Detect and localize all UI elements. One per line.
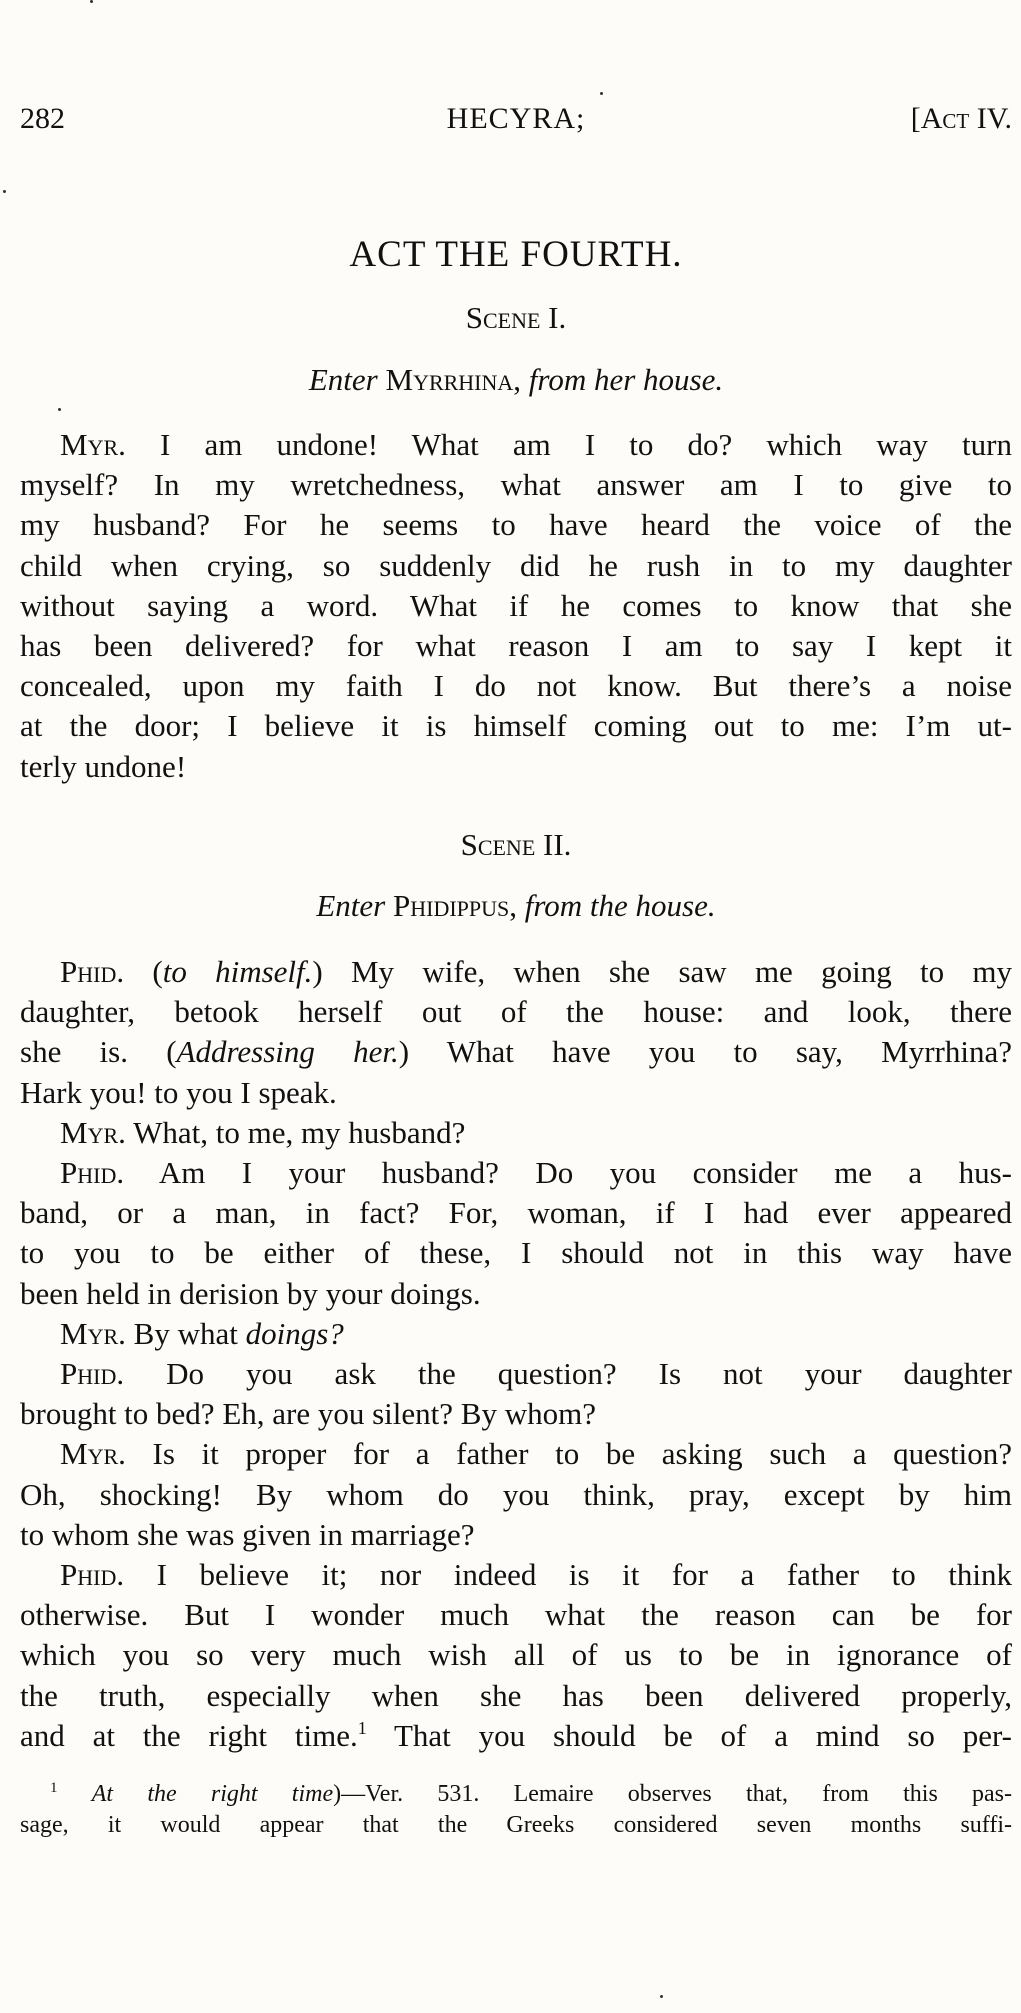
speaker-label: Phid. xyxy=(60,1356,125,1392)
speech-line: Myr. What, to me, my husband? xyxy=(60,1114,466,1150)
scene-2-stage-direction xyxy=(20,888,1012,924)
speech-phidippus-3 xyxy=(20,1354,1012,1434)
character-name: Phidippus, xyxy=(393,888,518,923)
footnote xyxy=(20,1773,1012,1841)
paper-speck xyxy=(58,408,61,411)
speech-line: Hark you! to you I speak. xyxy=(20,1074,337,1110)
speech-myrrhina-3 xyxy=(20,1434,1012,1555)
act-title: ACT THE FOURTH. xyxy=(349,234,683,275)
speech-line: she is. (Addressing her.) What have you to say, Myrrhina? xyxy=(20,1034,1012,1070)
paper-speck xyxy=(600,92,603,95)
scene-2-heading: Scene II. xyxy=(460,827,572,862)
speech-line: daughter, betook herself out of the house: and look, there xyxy=(20,994,1012,1030)
speech-line: child when crying, so suddenly did he rush in to my daughter xyxy=(20,547,1012,583)
speech-line: Phid. I believe it; nor indeed is it for a father to think xyxy=(60,1557,1012,1593)
speech-line: myself? In my wretchedness, what answer am I to give to xyxy=(20,467,1012,503)
speech-line: Phid. (to himself.) My wife, when she saw me going to my xyxy=(60,954,1012,989)
speech-line: Myr. Is it proper for a father to be asking such a question? xyxy=(60,1436,1012,1472)
stage-enter: Enter xyxy=(308,362,378,397)
speaker-label: Myr. xyxy=(60,1114,126,1150)
scene-2-dialogue xyxy=(20,952,1012,1756)
speaker-label: Phid. xyxy=(60,1155,125,1191)
speaker-label: Phid. xyxy=(60,1557,125,1593)
speech-line: and at the right time.$^1$ That you should be of a mind so per- xyxy=(20,1717,1013,1753)
act-marker: [Act IV. xyxy=(910,102,1012,135)
paper-speck xyxy=(660,1995,663,1998)
speaker-label: Myr. xyxy=(60,1315,126,1351)
speech-line: at the door; I believe it is himself coming out to me: I’m ut- xyxy=(20,708,1012,744)
speech-line: has been delivered? for what reason I am to say I kept it xyxy=(20,628,1012,664)
speech-line: been held in derision by your doings. xyxy=(20,1275,481,1311)
stage-enter: Enter xyxy=(316,888,386,923)
speech-line: concealed, upon my faith I do not know. But there’s a noise xyxy=(20,668,1012,704)
speech-line: to whom she was given in marriage? xyxy=(20,1516,475,1552)
footnote-line: sage, it would appear that the Greeks considered seven months suffi- xyxy=(20,1812,1012,1838)
footnote-line: $^1$ At the right time)—Ver. 531. Lemaire observes that, from this pas- xyxy=(50,1780,1013,1807)
speech-myrrhina-1 xyxy=(20,1113,1012,1153)
paper-speck xyxy=(90,0,93,3)
scene-1-stage-direction xyxy=(20,362,1012,398)
speech-myrrhina-2 xyxy=(20,1314,1012,1354)
speech-line: which you so very much wish all of us to be in ignorance of xyxy=(20,1637,1012,1673)
speech-line: brought to bed? Eh, are you silent? By whom? xyxy=(20,1396,596,1432)
footnote-reference: 1 xyxy=(357,1717,367,1738)
speech-phidippus-1 xyxy=(20,952,1012,1113)
speech-line: Phid. Do you ask the question? Is not your daughter xyxy=(60,1356,1012,1392)
speech-line: otherwise. But I wonder much what the reason can be for xyxy=(20,1597,1012,1633)
speech-phidippus-4 xyxy=(20,1555,1012,1756)
footnote-number: 1 xyxy=(50,1780,58,1796)
stage-location: from her house. xyxy=(528,362,724,397)
running-header xyxy=(20,102,1012,142)
page-number: 282 xyxy=(20,102,65,135)
character-name: Myrrhina, xyxy=(385,362,522,397)
speech-line: terly undone! xyxy=(20,748,187,784)
speech-phidippus-2 xyxy=(20,1153,1012,1314)
myrrhina-speech xyxy=(20,425,1012,787)
paper-speck xyxy=(3,190,6,193)
stage-location: from the house. xyxy=(524,888,716,923)
speech-line: Oh, shocking! By whom do you think, pray, except by him xyxy=(20,1476,1012,1512)
speech-line: my husband? For he seems to have heard the voice of the xyxy=(20,507,1012,543)
speech-line: Myr. By what doings? xyxy=(60,1315,344,1351)
book-title: HECYRA; xyxy=(446,102,586,135)
speech-line: band, or a man, in fact? For, woman, if I had ever appeared xyxy=(20,1195,1012,1231)
speaker-label: Myr. xyxy=(60,1436,126,1472)
speech-line: the truth, especially when she has been delivered properly, xyxy=(20,1677,1012,1713)
speech-line: Myr. I am undone! What am I to do? which way turn xyxy=(60,427,1012,462)
speaker-label: Myr. xyxy=(60,427,126,462)
scene-1-heading: Scene I. xyxy=(465,300,567,335)
speaker-label: Phid. xyxy=(60,954,125,989)
speech-line: without saying a word. What if he comes to know that she xyxy=(20,587,1012,623)
speech-line: Phid. Am I your husband? Do you consider me a hus- xyxy=(60,1155,1012,1191)
speech-line: to you to be either of these, I should not in this way have xyxy=(20,1235,1012,1271)
